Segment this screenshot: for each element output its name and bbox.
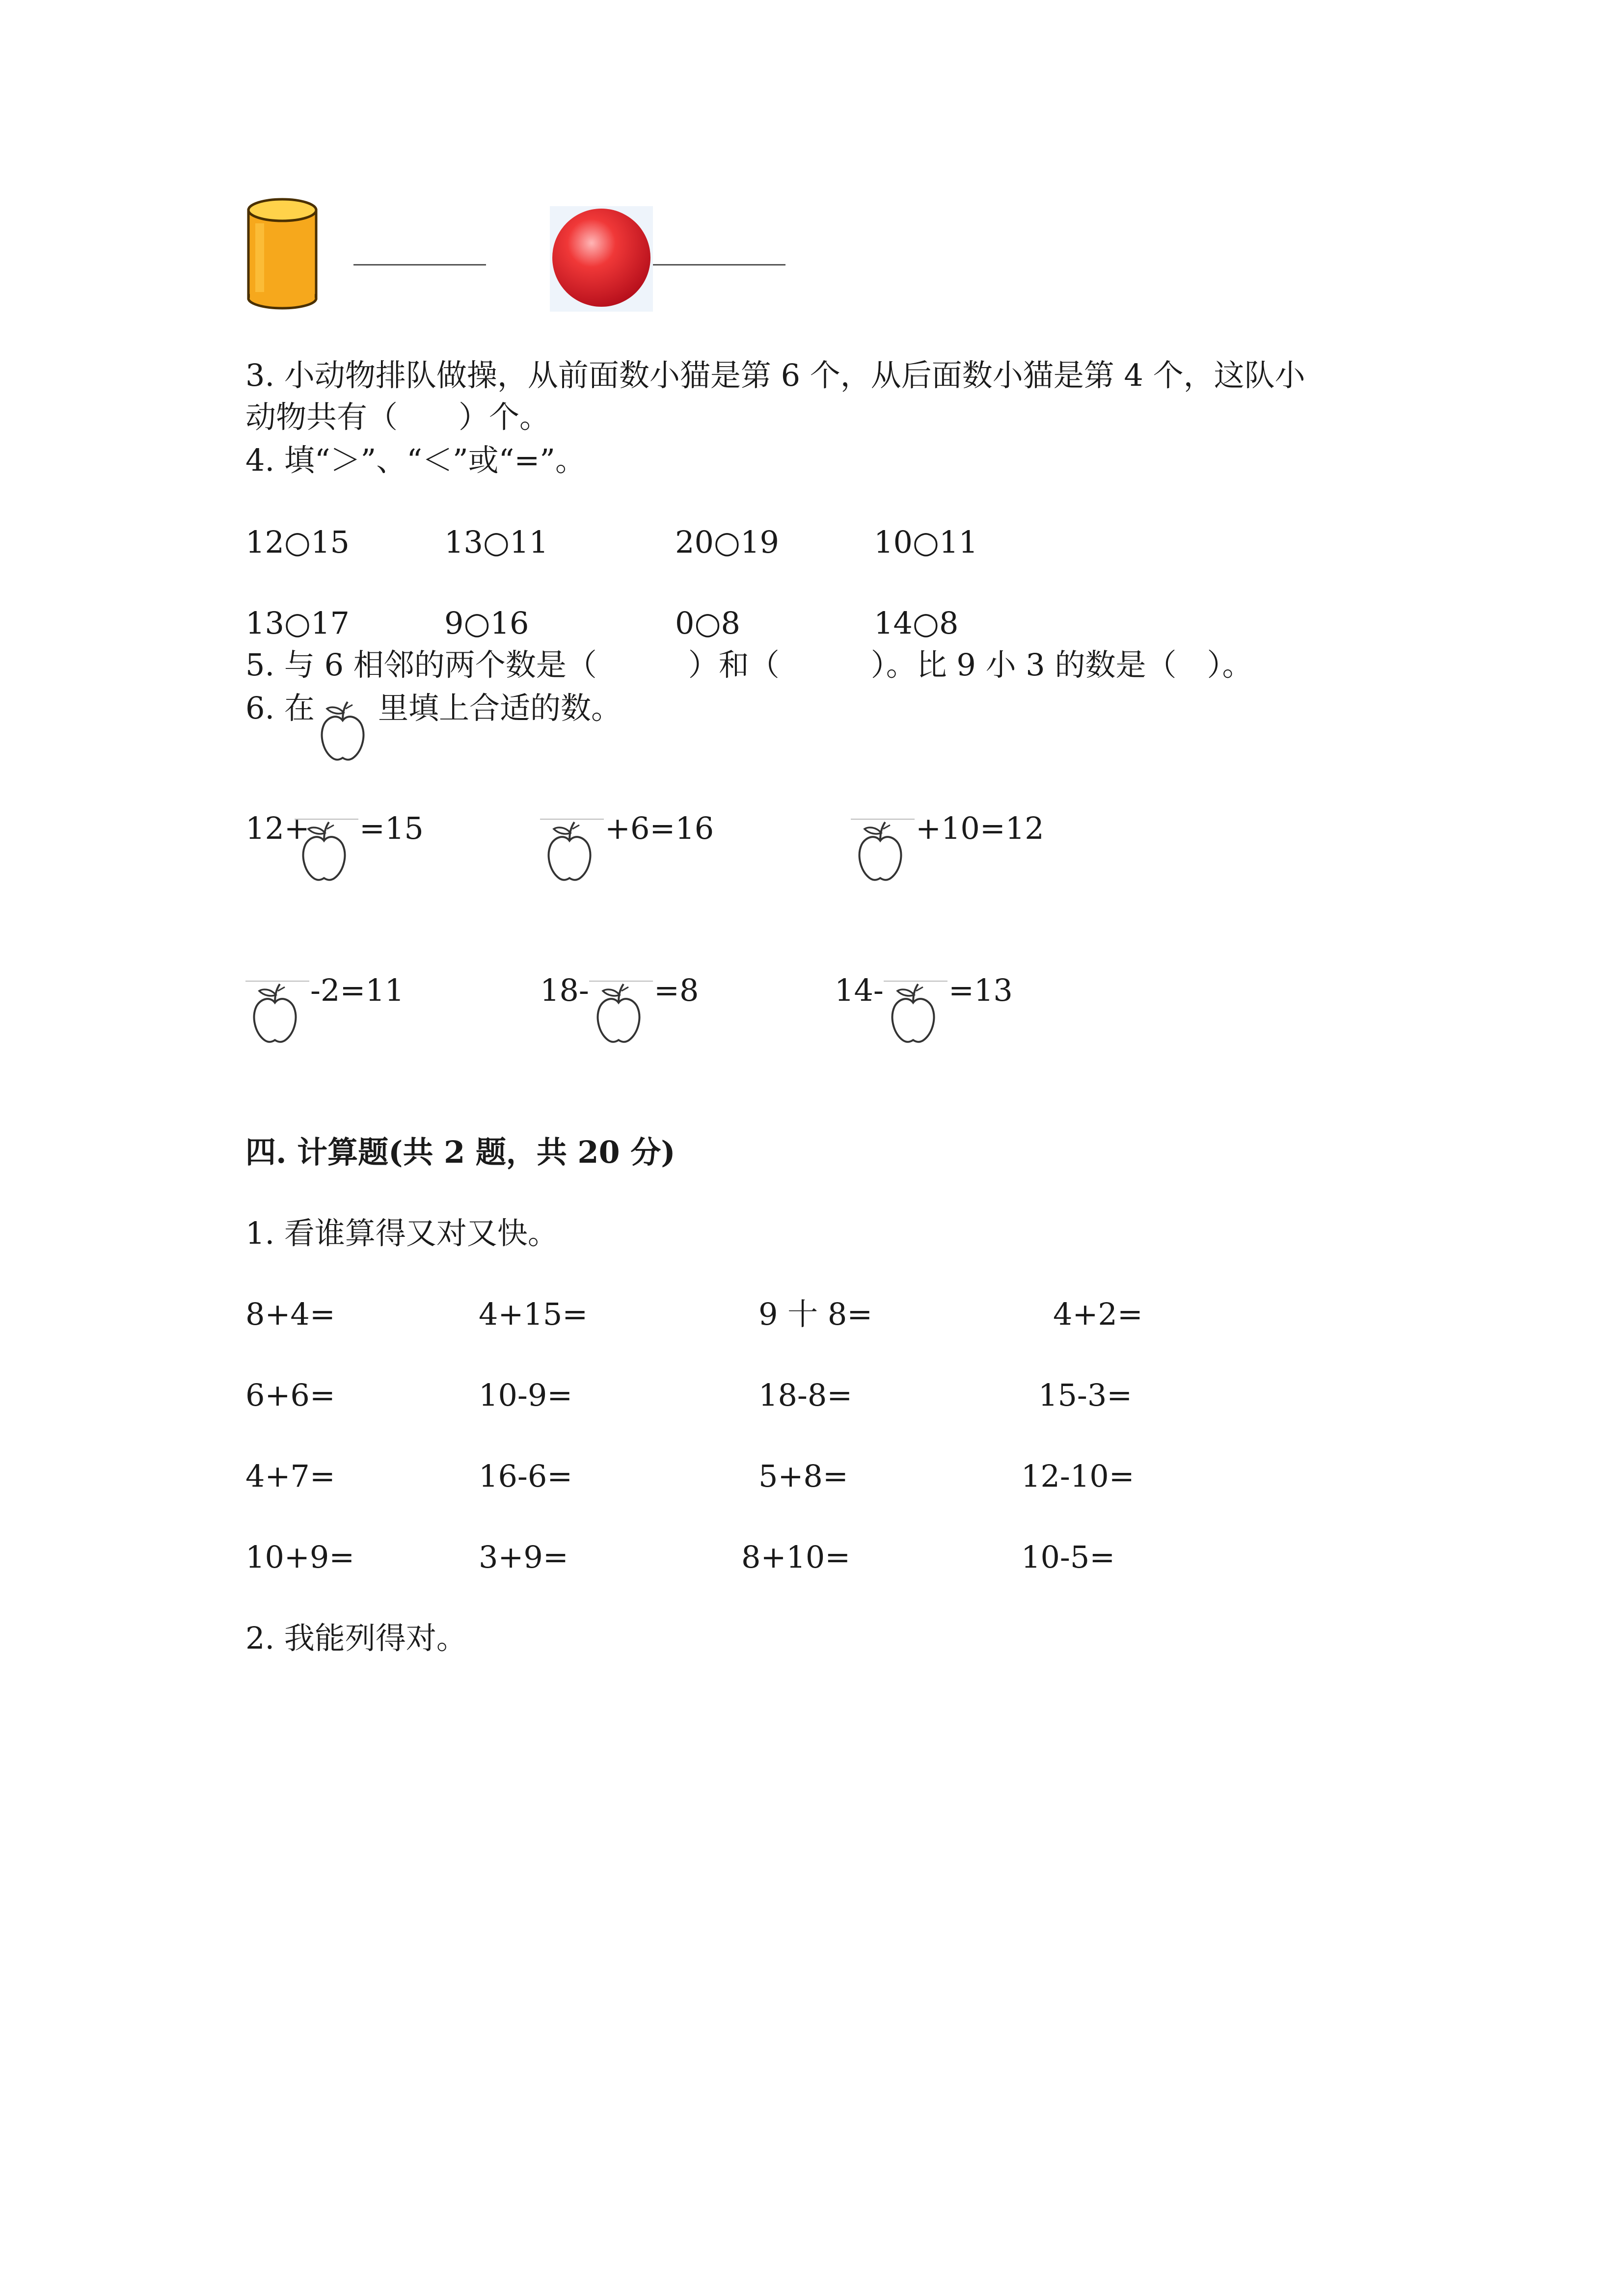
q4-item: 9○16 bbox=[444, 605, 529, 641]
q6-eq-post: =8 bbox=[654, 972, 699, 1008]
apple-icon bbox=[589, 979, 648, 1048]
q6-prompt-before: 6. 在 bbox=[245, 690, 315, 726]
q6-eq-post: +10=12 bbox=[916, 810, 1044, 846]
q4-item: 0○8 bbox=[675, 605, 740, 641]
q4-item: 13○17 bbox=[245, 605, 350, 641]
sphere-answer-line bbox=[653, 264, 785, 266]
q3-line2: 动物共有（ ）个。 bbox=[245, 399, 550, 435]
q6-eq-post: +6=16 bbox=[605, 810, 714, 846]
q4-item: 13○11 bbox=[444, 524, 548, 560]
calc1-prompt: 1. 看谁算得又对又快。 bbox=[245, 1215, 558, 1251]
q4-item: 10○11 bbox=[874, 524, 978, 560]
apple-icon bbox=[884, 979, 943, 1048]
q4-item: 12○15 bbox=[245, 524, 350, 560]
q5-text: 5. 与 6 相邻的两个数是（ ）和（ ）。比 9 小 3 的数是（ ）。 bbox=[245, 647, 1253, 683]
apple-icon bbox=[851, 817, 910, 886]
calc-item: 3+9= bbox=[479, 1539, 568, 1575]
calc-item: 10-5= bbox=[1021, 1539, 1115, 1575]
q6-eq-pre: 14- bbox=[835, 972, 884, 1008]
q6-prompt-after: 里填上合适的数。 bbox=[378, 690, 622, 726]
apple-icon bbox=[295, 817, 353, 886]
section-title: 四. 计算题(共 2 题，共 20 分) bbox=[245, 1134, 676, 1170]
q6-eq-pre: 12+ bbox=[245, 810, 310, 846]
calc-item: 4+7= bbox=[245, 1458, 335, 1494]
calc-item: 10-9= bbox=[479, 1377, 573, 1413]
calc-item: 8+4= bbox=[245, 1296, 335, 1332]
calc-item: 18-8= bbox=[758, 1377, 853, 1413]
sphere-image bbox=[550, 206, 653, 312]
calc-item: 6+6= bbox=[245, 1377, 335, 1413]
calc-item: 16-6= bbox=[479, 1458, 573, 1494]
calc-item: 12-10= bbox=[1021, 1458, 1135, 1494]
q4-item: 14○8 bbox=[874, 605, 959, 641]
calc-item: 8+10= bbox=[741, 1539, 851, 1575]
q4-item: 20○19 bbox=[675, 524, 779, 560]
apple-icon bbox=[540, 817, 599, 886]
cylinder-answer-line bbox=[353, 264, 486, 266]
q6-eq-post: =13 bbox=[948, 972, 1013, 1008]
calc-item: 4+2= bbox=[1053, 1296, 1143, 1332]
calc-item: 9 十 8= bbox=[758, 1296, 873, 1332]
calc-item: 4+15= bbox=[479, 1296, 588, 1332]
calc-item: 5+8= bbox=[758, 1458, 848, 1494]
calc-item: 10+9= bbox=[245, 1539, 355, 1575]
cylinder-image bbox=[245, 196, 319, 312]
calc2-prompt: 2. 我能列得对。 bbox=[245, 1620, 467, 1656]
apple-icon bbox=[245, 979, 304, 1048]
q3-line1: 3. 小动物排队做操，从前面数小猫是第 6 个，从后面数小猫是第 4 个，这队小 bbox=[245, 357, 1305, 393]
q4-prompt: 4. 填“＞”、“＜”或“=”。 bbox=[245, 442, 586, 478]
apple-icon bbox=[313, 697, 372, 766]
q6-eq-pre: 18- bbox=[540, 972, 589, 1008]
q6-eq-post: =15 bbox=[359, 810, 424, 846]
q6-eq-post: -2=11 bbox=[310, 972, 405, 1008]
calc-item: 15-3= bbox=[1038, 1377, 1133, 1413]
